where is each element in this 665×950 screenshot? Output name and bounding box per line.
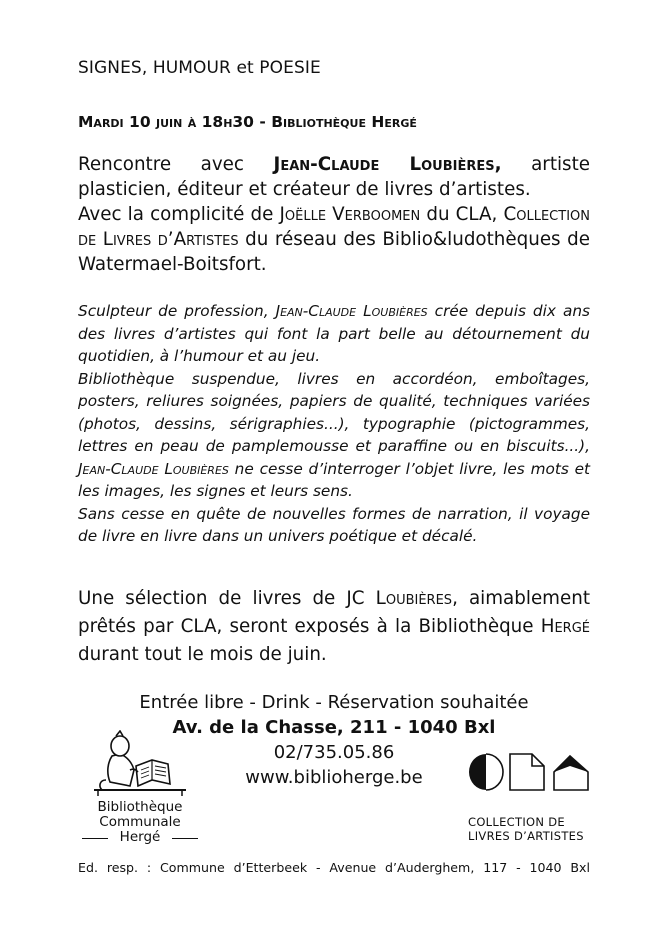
logo-label-line3: Hergé (119, 829, 161, 845)
lead-text (78, 152, 590, 277)
description-paragraph-2 (78, 368, 590, 503)
lead-text-2b: du CLA, (420, 204, 504, 225)
logo-rule-left (82, 838, 108, 839)
cla-label-line1: COLLECTION DE (468, 815, 565, 829)
expo-text-a: Une sélection de livres de JC (78, 588, 376, 609)
partner-name: Joëlle Verboomen (279, 204, 421, 225)
expo-text-b: , aimablement prêtés par CLA, seront exposés à la Bibliothèque (78, 588, 590, 637)
section-title: SIGNES, HUMOUR et POESIE (78, 58, 321, 78)
website-link[interactable]: www.biblioherge.be (245, 767, 423, 788)
desc-artist-name-2: Jean-Claude Loubières (78, 459, 229, 478)
logo-label-line2: Communale (99, 814, 181, 830)
event-date-location: Mardi 10 juin à 18h30 - Bibliothèque Hergé (78, 113, 417, 131)
lead-paragraph-2 (78, 202, 590, 277)
desc-text-1b: crée depuis dix ans des livres d’artistes qui font la part belle au détournement du quotidien, à l’humour et au jeu. (78, 302, 590, 365)
desc-text-2a: Bibliothèque suspendue, livres en accordéon, emboîtages, posters, reliures soignées, papiers de qualité, techniques variées (photos, dessins, sérigraphies...), typographie (pictogrammes, lettres en peau de pamplemousse et paraffine ou en biscuits...), (78, 369, 590, 455)
desc-text-1a: Sculpteur de profession, (78, 302, 276, 320)
lead-text-2a: Avec la complicité de (78, 204, 280, 225)
expo-artist-name: Loubières (375, 588, 453, 609)
collection-name: Collection de Livres d’Artistes (78, 204, 590, 250)
expo-place-name: Hergé (540, 616, 590, 637)
cla-symbol-icon (466, 750, 596, 796)
expo-text-c: durant tout le mois de juin. (78, 644, 327, 665)
logo-label-line1: Bibliothèque (97, 799, 183, 815)
lead-text-2c: du réseau des Biblio&ludothèques de Watermael-Boitsfort. (78, 229, 590, 275)
lead-text-1a: Rencontre avec (78, 154, 274, 175)
cla-logo (466, 750, 606, 850)
description-paragraph-3: Sans cesse en quête de nouvelles formes de narration, il voyage de livre en livre dans un univers poétique et décalé. (78, 504, 590, 545)
entry-info: Entrée libre - Drink - Réservation souhaitée (139, 692, 529, 713)
desc-text-2b: ne cesse d’interroger l’objet livre, les mots et les images, les signes et leurs sens. (78, 459, 590, 500)
phone-number: 02/735.05.86 (273, 742, 395, 763)
publisher-footer: Ed. resp. : Commune d’Etterbeek - Avenue d’Auderghem, 117 - 1040 Bxl (78, 860, 590, 875)
description-paragraph-1 (78, 300, 590, 368)
description (78, 300, 590, 548)
bibliotheque-herge-logo (78, 730, 206, 850)
reading-character-icon (90, 730, 190, 798)
exhibition-text (78, 585, 590, 669)
desc-artist-name-1: Jean-Claude Loubières (275, 302, 428, 320)
cla-label-line2: LIVRES D’ARTISTES (468, 829, 584, 843)
lead-paragraph-1 (78, 152, 590, 202)
artist-name: Jean-Claude Loubières, (273, 154, 502, 175)
lead-text-1b: artiste plasticien, éditeur et créateur de livres d’artistes. (78, 154, 591, 200)
address: Av. de la Chasse, 211 - 1040 Bxl (172, 717, 496, 738)
logo-rule-right (172, 838, 198, 839)
